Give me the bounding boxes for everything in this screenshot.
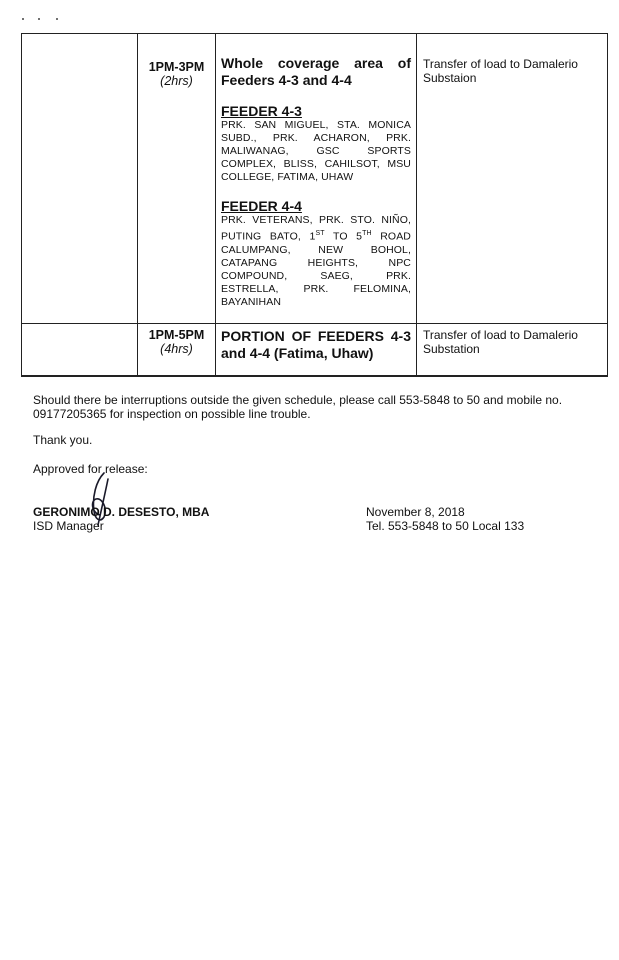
- time-range: 1PM-3PM: [148, 60, 205, 74]
- blank-cell: [22, 34, 138, 324]
- table-double-rule: [21, 376, 608, 377]
- thank-you: Thank you.: [33, 433, 93, 447]
- feeder-area-list: PRK. VETERANS, PRK. STO. NIÑO, PUTING BATO, 1ST TO 5TH ROAD CALUMPANG, NEW BOHOL, CATAPANG HEIGHTS, NPC COMPOUND, SAEG, PRK. ESTRELLA, PRK. FELOMINA, BAYANIHAN: [221, 214, 411, 308]
- time-cell: [138, 323, 216, 375]
- signatory-name: GERONIMO D. DESESTO, MBA: [33, 505, 210, 519]
- duration: (2hrs): [160, 74, 193, 88]
- contact-telephone: Tel. 553-5848 to 50 Local 133: [366, 519, 525, 533]
- time-cell: [138, 34, 216, 324]
- table-row: [22, 34, 608, 324]
- interruption-notice: Should there be interruptions outside the given schedule, please call 553-5848 to 50 and mobile no. 09177205365 for inspection on possible line trouble.: [33, 393, 563, 421]
- document-date: November 8, 2018: [366, 505, 465, 519]
- feeder-title: FEEDER 4-4: [221, 198, 302, 214]
- remarks: Transfer of load to Damalerio Substaion: [423, 57, 578, 85]
- blank-cell: [22, 323, 138, 375]
- area-cell: [216, 323, 417, 375]
- feeder-area-list: PRK. SAN MIGUEL, STA. MONICA SUBD., PRK. ACHARON, PRK. MALIWANAG, GSC SPORTS COMPLEX, BLISS, CAHILSOT, MSU COLLEGE, FATIMA, UHAW: [221, 119, 411, 183]
- scan-marks: [22, 14, 82, 24]
- approved-for-release: Approved for release:: [33, 462, 148, 476]
- remarks-cell: [417, 323, 608, 375]
- signatory-title: ISD Manager: [33, 519, 104, 533]
- area-cell: [216, 34, 417, 324]
- remarks: Transfer of load to Damalerio Substation: [423, 327, 578, 356]
- table-row: [22, 323, 608, 375]
- duration: (4hrs): [160, 341, 193, 356]
- remarks-cell: [417, 34, 608, 324]
- outage-schedule-table: [21, 33, 608, 376]
- area-title: PORTION OF FEEDERS 4-3 and 4-4 (Fatima, Uhaw): [221, 327, 411, 361]
- area-title: Whole coverage area of Feeders 4-3 and 4-4: [221, 55, 411, 88]
- time-range: 1PM-5PM: [148, 327, 205, 342]
- feeder-title: FEEDER 4-3: [221, 103, 302, 119]
